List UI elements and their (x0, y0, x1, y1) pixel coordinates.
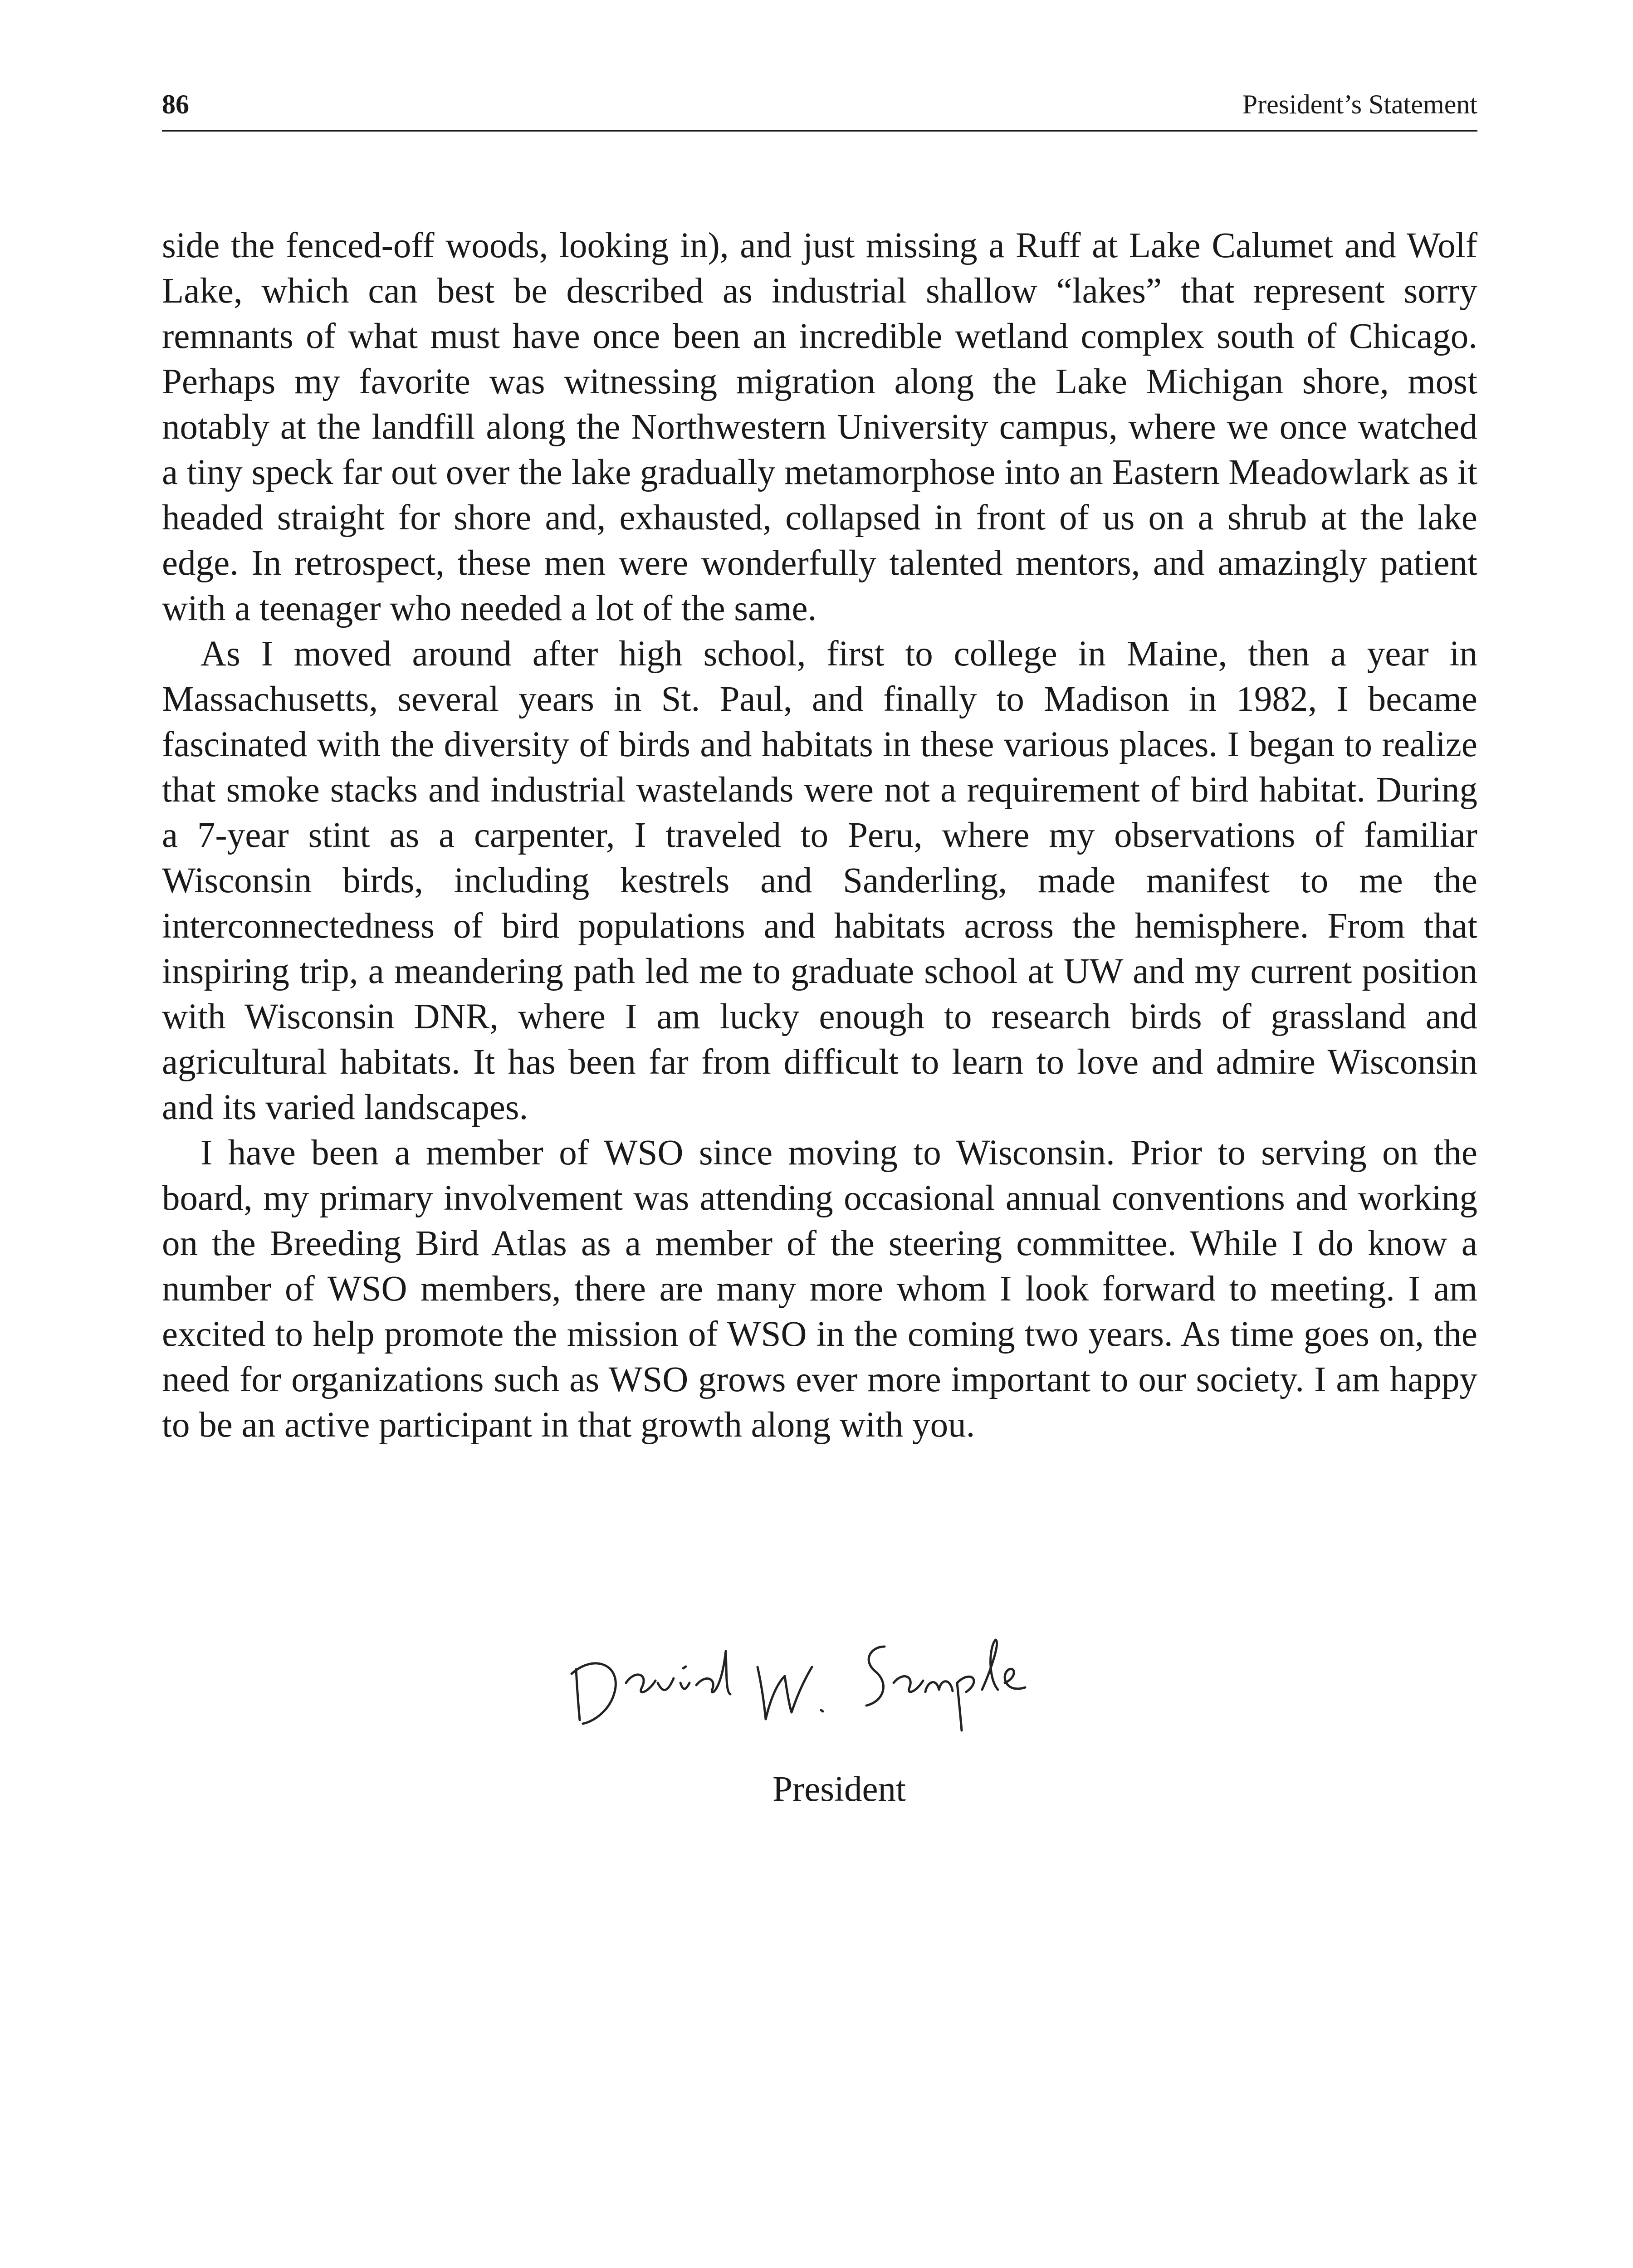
body-paragraph: As I moved around after high school, first to college in Maine, then a year in Massachusetts, several years in St. Paul, and finally to Madison in 1982, I became fascinated with the diversity of birds and habitats in these various places. I began to realize that smoke stacks and industrial wastelands were not a requirement of bird habitat. During a 7-year stint as a carpenter, I traveled to Peru, where my observations of familiar Wisconsin birds, including kestrels and Sanderling, made manifest to me the interconnectedness of bird populations and habitats across the hemisphere. From that inspiring trip, a meandering path led me to graduate school at UW and my current position with Wisconsin DNR, where I am lucky enough to research birds of grassland and agricultural habitats. It has been far from difficult to learn to love and admire Wisconsin and its varied landscapes. (162, 634, 1477, 1127)
body-paragraph: I have been a member of WSO since moving to Wisconsin. Prior to serving on the board, my primary involvement was attending occasional annual conventions and working on the Breeding Bird Atlas as a member of the steering committee. While I do know a number of WSO members, there are many more whom I look forward to meeting. I am excited to help promote the mission of WSO in the coming two years. As time goes on, the need for organizations such as WSO grows ever more important to our society. I am happy to be an active participant in that growth along with you. (162, 1133, 1477, 1445)
handwritten-signature (558, 1615, 1102, 1733)
page-header (162, 86, 1477, 132)
signatory-title: President (772, 1769, 906, 1809)
article-body (162, 223, 1477, 1448)
page-number: 86 (162, 89, 189, 119)
running-head: President’s Statement (1242, 89, 1477, 119)
body-paragraph: side the fenced-off woods, looking in), and just missing a Ruff at Lake Calumet and Wolf Lake, which can best be described as industrial shallow “lakes” that represent sorry remnants of what must have once been an incredible wetland complex south of Chicago. Perhaps my favorite was witnessing migration along the Lake Michigan shore, most notably at the landfill along the Northwestern University campus, where we once watched a tiny speck far out over the lake gradually metamorphose into an Eastern Meadowlark as it headed straight for shore and, exhausted, collapsed in front of us on a shrub at the lake edge. In retrospect, these men were wonderfully talented mentors, and amazingly patient with a teenager who needed a lot of the same. (162, 226, 1477, 628)
